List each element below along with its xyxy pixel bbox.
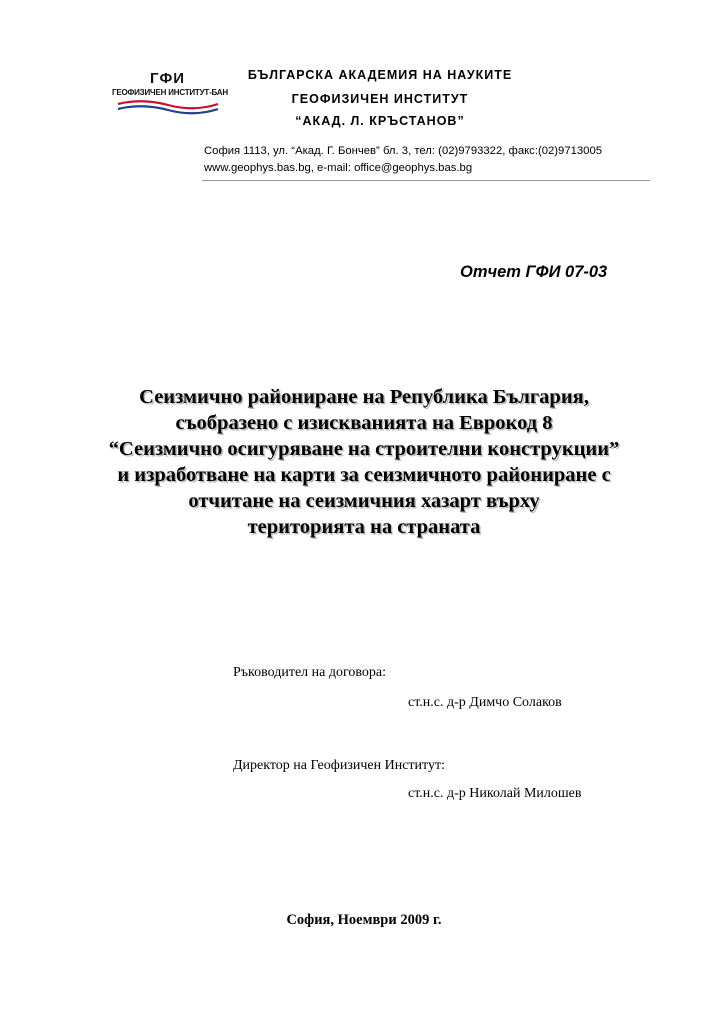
title-line: и изработване на карти за сеизмичното райониране с <box>117 464 611 486</box>
institute-web-email: www.geophys.bas.bg, e-mail: office@geophys.bas.bg <box>204 162 473 174</box>
report-title <box>0 384 728 540</box>
header-divider <box>202 180 650 181</box>
logo-institute-name: ГЕОФИЗИЧЕН ИНСТИТУТ-БАН <box>112 88 228 97</box>
report-id: Отчет ГФИ 07-03 <box>460 263 608 281</box>
leader-label: Ръководител на договора: <box>233 665 387 680</box>
institute-address: София 1113, ул. “Акад. Г. Бончев” бл. 3, тел: (02)9793322, факс:(02)9713005 <box>204 145 603 157</box>
title-line: територията на страната <box>247 516 481 538</box>
institute-patron: “АКАД. Л. КРЪСТАНОВ” <box>295 114 465 128</box>
director-name: ст.н.с. д-р Николай Милошев <box>408 786 582 801</box>
leader-name: ст.н.с. д-р Димчо Солаков <box>408 695 562 710</box>
title-line: отчитане на сеизмичния хазарт върху <box>188 490 540 512</box>
place-date: София, Ноември 2009 г. <box>286 912 442 928</box>
logo-abbreviation: ГФИ <box>150 70 186 87</box>
title-line: “Сеизмично осигуряване на строителни конструкции” <box>108 438 620 460</box>
director-label: Директор на Геофизичен Институт: <box>233 758 445 773</box>
title-line: Сеизмично райониране на Република България, <box>139 386 589 408</box>
institute-name: ГЕОФИЗИЧЕН ИНСТИТУТ <box>291 92 469 106</box>
academy-name: БЪЛГАРСКА АКАДЕМИЯ НА НАУКИТЕ <box>247 68 513 82</box>
title-line: съобразено с изискванията на Еврокод 8 <box>175 412 553 434</box>
